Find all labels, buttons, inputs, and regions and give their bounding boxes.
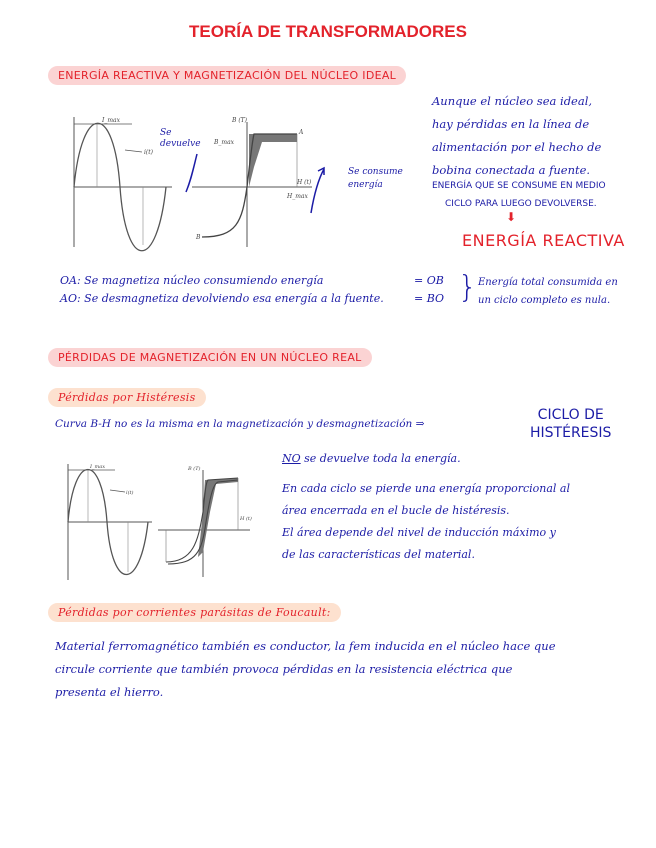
not-returned-line [282, 452, 461, 465]
consumes-arrow-icon [308, 165, 328, 215]
oa-equation: = OB [414, 274, 444, 287]
ao-line: AO: Se desmagnetiza devolviendo esa energía a la fuente. [60, 292, 384, 305]
ao-equation: = BO [414, 292, 445, 305]
foucault-line: circule corriente que también provoca pérdidas en la resistencia eléctrica que [55, 662, 513, 676]
explanation-line: hay pérdidas en la línea de [432, 117, 590, 131]
ht-label: H (t) [240, 516, 252, 522]
hysteresis-line: de las características del material. [282, 548, 475, 561]
hysteresis-explanation [282, 478, 570, 566]
it-label: i(t) [144, 149, 154, 156]
caps-line: ENERGÍA QUE SE CONSUME EN MEDIO [432, 181, 606, 191]
hysteresis-shaded-area [249, 134, 297, 187]
hysteresis-loop-area [198, 478, 238, 557]
returns-arrow-icon [183, 150, 203, 195]
current-sine-diagram [62, 112, 172, 257]
section-heading-real-core-losses: PÉRDIDAS DE MAGNETIZACIÓN EN UN NÚCLEO REAL [48, 348, 372, 367]
foucault-line: Material ferromagnético también es conductor, la fem inducida en el núcleo hace que [55, 639, 556, 653]
bt-label: B (T) [188, 466, 201, 472]
hysteresis-line: El área depende del nivel de inducción máximo y [282, 526, 556, 539]
point-b-label: B [196, 234, 201, 241]
imax-label: I_max [90, 464, 106, 470]
point-a-label: A [299, 129, 304, 136]
ht-label: H (t) [297, 179, 312, 186]
bh-curve-diagram [192, 112, 312, 252]
cycle-line: HISTÉRESIS [530, 425, 612, 441]
caps-line: CICLO PARA LUEGO DEVOLVERSE. [445, 199, 597, 209]
subheading-foucault: Pérdidas por corrientes parásitas de Foucault: [48, 603, 341, 622]
imax-label: I_max [102, 117, 121, 124]
oa-line: OA: Se magnetiza núcleo consumiendo energía [60, 274, 324, 287]
current-sine-diagram-2 [60, 460, 155, 585]
page-title: TEORÍA DE TRANSFORMADORES [189, 22, 467, 41]
hysteresis-cycle-label [530, 406, 611, 442]
total-line: Energía total consumida en [478, 277, 618, 288]
hysteresis-loop-diagram [158, 462, 253, 582]
explanation-line: alimentación por el hecho de [432, 140, 602, 154]
hysteresis-line: En cada ciclo se pierde una energía proporcional al [282, 482, 571, 495]
explanation [432, 90, 601, 182]
foucault-line: presenta el hierro. [55, 685, 164, 699]
note-consumes: Se consume energía [348, 167, 403, 190]
bmax-label: B_max [214, 139, 235, 146]
foucault-paragraph [55, 635, 556, 704]
hysteresis-line: área encerrada en el bucle de histéresis. [282, 504, 510, 517]
down-arrow-icon: ⬇ [506, 210, 517, 224]
total-energy-note [478, 274, 618, 310]
note-returns: Se devuelve [160, 128, 201, 149]
no-emphasis: NO [282, 452, 301, 465]
it-label: i(t) [126, 490, 134, 496]
explanation-line: Aunque el núcleo sea ideal, [432, 94, 593, 108]
bt-label: B (T) [232, 117, 247, 124]
cycle-line: CICLO DE [537, 407, 604, 423]
not-returned-text: se devuelve toda la energía. [300, 452, 461, 465]
total-line: un ciclo completo es nula. [478, 295, 611, 306]
reactive-energy-label: ENERGÍA REACTIVA [462, 231, 625, 250]
subheading-hysteresis: Pérdidas por Histéresis [48, 388, 206, 407]
hmax-label: H_max [287, 193, 308, 200]
explanation-line: bobina conectada a fuente. [432, 163, 591, 177]
section-heading-reactive-energy: ENERGÍA REACTIVA Y MAGNETIZACIÓN DEL NÚCLEO IDEAL [48, 66, 406, 85]
curve-text: Curva B-H no es la misma en la magnetización y desmagnetización ⇒ [55, 418, 425, 430]
brace-icon: } [458, 270, 478, 305]
